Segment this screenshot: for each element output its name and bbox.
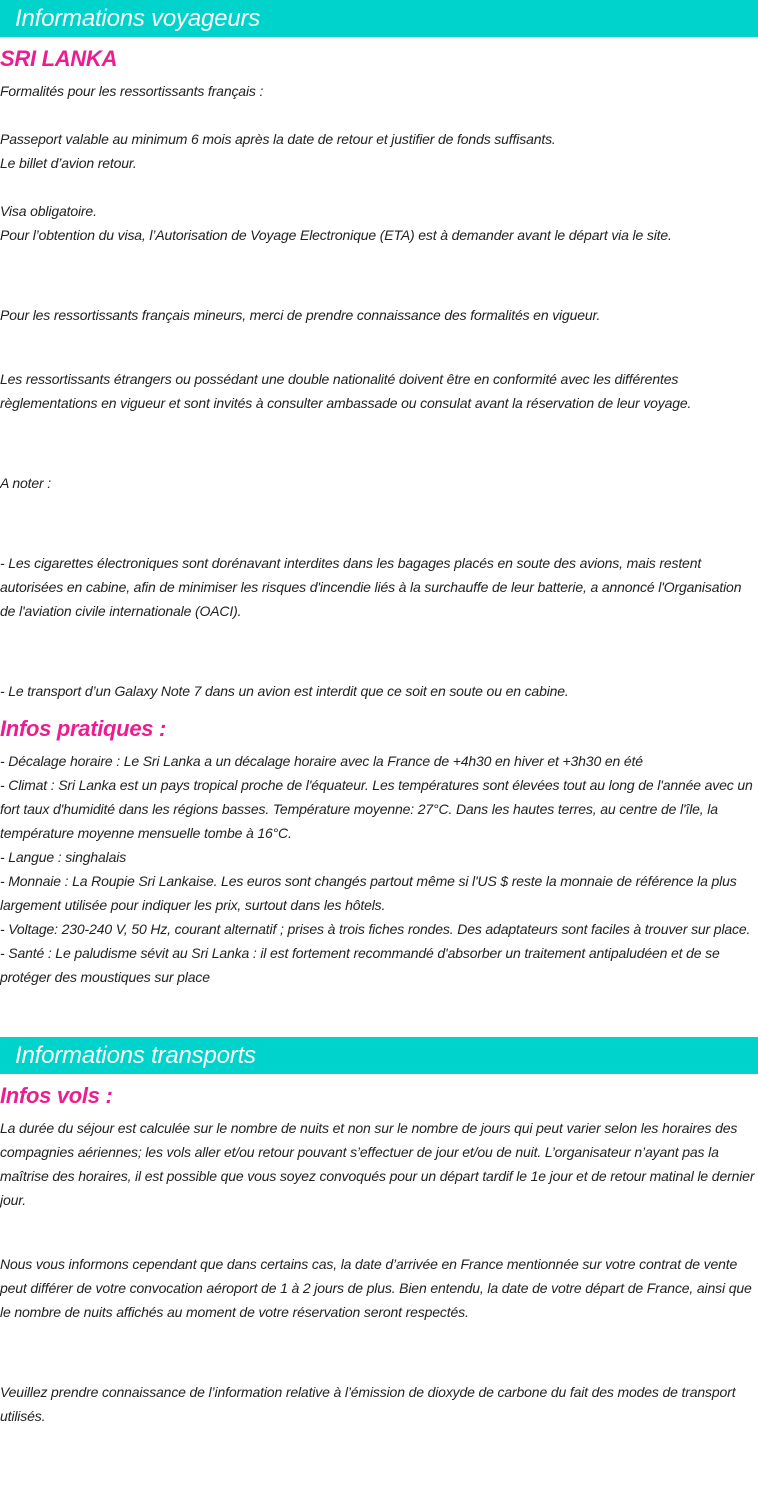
voltage-item: - Voltage: 230-240 V, 50 Hz, courant alternatif ; prises à trois fiches rondes. Des adaptateurs sont faciles à trouver sur place.	[0, 921, 751, 937]
climat-item: - Climat : Sri Lanka est un pays tropical proche de l'équateur. Les températures sont élevées tout au long de l'année avec un fort taux d'humidité dans les régions basses. Température moyenne: 27°C. Dans les hautes terres, au centre de l'île, la température moyenne mensuelle tombe à 16°C.	[0, 777, 753, 841]
monnaie-item: - Monnaie : La Roupie Sri Lankaise. Les euros sont changés partout même si l'US $ reste la monnaie de référence la plus largement utilisée pour indiquer les prix, surtout dans les hôtels.	[0, 873, 737, 913]
transports-band: Informations transports	[0, 1037, 758, 1074]
passport-line-2: Le billet d’avion retour.	[0, 155, 137, 171]
cigarettes-paragraph: - Les cigarettes électroniques sont dorénavant interdites dans les bagages placés en soute des avions, mais restent autorisées en cabine, afin de minimiser les risques d'incendie liés à la surchauffe de leur batterie, a annoncé l'Organisation de l'aviation civile internationale (OACI).	[0, 555, 742, 619]
spacer	[0, 175, 758, 199]
etrangers-paragraph: Les ressortissants étrangers ou possédant une double nationalité doivent être en conformité avec les différentes règlementations en vigueur et sont invités à consulter ambassade ou consulat avant la réservation de leur voyage.	[0, 371, 692, 411]
spacer	[0, 495, 758, 551]
passport-line-1: Passeport valable au minimum 6 mois après la date de retour et justifier de fonds suffisants.	[0, 131, 556, 147]
spacer	[0, 989, 758, 1037]
visa-line-2: Pour l’obtention du visa, l’Autorisation de Voyage Electronique (ETA) est à demander avant le départ via le site.	[0, 227, 672, 243]
spacer	[0, 415, 758, 471]
duree-paragraph: La durée du séjour est calculée sur le nombre de nuits et non sur le nombre de jours qui peut varier selon les horaires des compagnies aériennes; les vols aller et/ou retour pouvant s’effectuer de jour et/ou de nuit. L’organisateur n’ayant pas la maîtrise des horaires, il est possible que vous soyez convoqués pour un départ tardif le 1e jour et de retour matinal le dernier jour.	[0, 1120, 755, 1208]
galaxy-paragraph: - Le transport d’un Galaxy Note 7 dans un avion est interdit que ce soit en soute ou en cabine.	[0, 683, 569, 699]
infos-vols-title: Infos vols :	[0, 1083, 113, 1108]
co2-paragraph: Veuillez prendre connaissance de l’information relative à l’émission de dioxyde de carbone du fait des modes de transport utilisés.	[0, 1384, 736, 1424]
infos-pratiques-title: Infos pratiques :	[0, 716, 167, 741]
a-noter-label: A noter :	[0, 475, 52, 491]
formalites-intro: Formalités pour les ressortissants français :	[0, 83, 264, 99]
spacer	[0, 247, 758, 303]
spacer	[0, 623, 758, 679]
mineurs-paragraph: Pour les ressortissants français mineurs, merci de prendre connaissance des formalités en vigueur.	[0, 307, 601, 323]
arrivee-paragraph: Nous vous informons cependant que dans certains cas, la date d’arrivée en France mentionnée sur votre contrat de vente peut différer de votre convocation aéroport de 1 à 2 jours de plus. Bien entendu, la date de votre départ de France, ainsi que le nombre de nuits affichés au moment de votre réservation seront respectés.	[0, 1256, 752, 1320]
spacer	[0, 327, 758, 367]
voyageurs-band: Informations voyageurs	[0, 0, 758, 37]
spacer	[0, 1212, 758, 1252]
country-title: SRI LANKA	[0, 46, 118, 71]
spacer	[0, 1324, 758, 1380]
langue-item: - Langue : singhalais	[0, 849, 127, 865]
decalage-item: - Décalage horaire : Le Sri Lanka a un décalage horaire avec la France de +4h30 en hiver et +3h30 en été	[0, 753, 643, 769]
visa-line-1: Visa obligatoire.	[0, 203, 97, 219]
spacer	[0, 103, 758, 127]
sante-item: - Santé : Le paludisme sévit au Sri Lanka : il est fortement recommandé d'absorber un traitement antipaludéen et de se protéger des moustiques sur place	[0, 945, 720, 985]
